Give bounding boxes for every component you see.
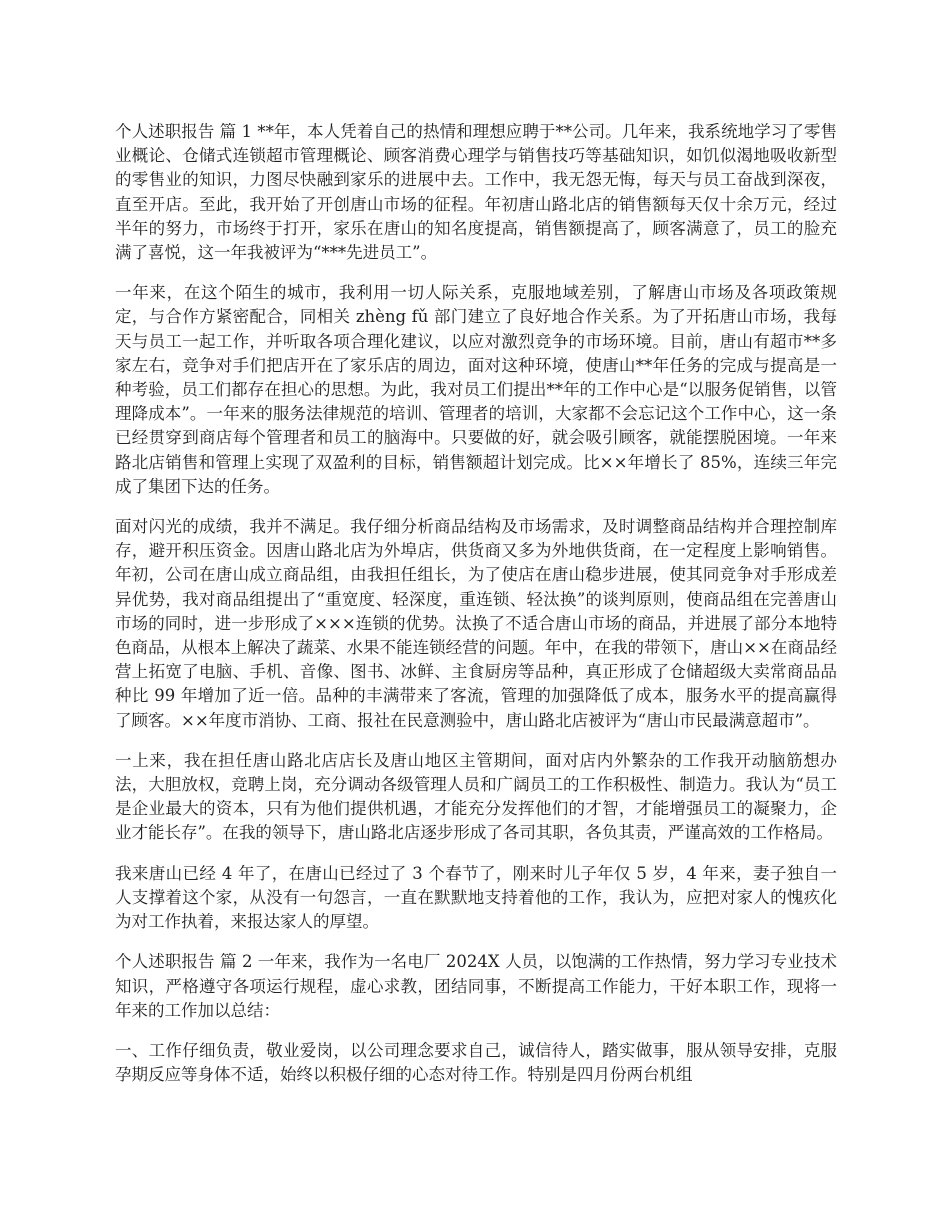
document-body	[115, 120, 837, 1103]
paragraph-management: 一上来，我在担任唐山路北店店长及唐山地区主管期间，面对店内外繁杂的工作我开动脑筋想办法，大胆放权，竞聘上岗，充分调动各级管理人员和广阔员工的工作积极性、制造力。我认为“员工是企业最大的资本，只有为他们提供机遇，才能充分发挥他们的才智，才能增强员工的凝聚力，企业才能长存”。在我的领导下，唐山路北店逐步形成了各司其职，各负其责，严谨高效的工作格局。	[115, 750, 837, 843]
paragraph-report-1-intro: 个人述职报告 篇 1 **年，本人凭着自己的热情和理想应聘于**公司。几年来，我系统地学习了零售业概论、仓储式连锁超市管理概论、顾客消费心理学与销售技巧等基础知识，如饥似渴地吸收新型的零售业的知识，力图尽快融到家乐的进展中去。工作中，我无怨无悔，每天与员工奋战到深夜，直至开店。至此，我开始了开创唐山市场的征程。年初唐山路北店的销售额每天仅十余万元，经过半年的努力，市场终于打开，家乐在唐山的知名度提高，销售额提高了，顾客满意了，员工的脸充满了喜悦，这一年我被评为“***先进员工”。	[115, 122, 837, 263]
paragraph-section-one: 一、工作仔细负责，敬业爱岗，以公司理念要求自己，诚信待人，踏实做事，服从领导安排，克服孕期反应等身体不适，始终以积极仔细的心态对待工作。特别是四月份两台机组	[115, 1040, 837, 1085]
paragraph-market-expansion: 一年来，在这个陌生的城市，我利用一切人际关系，克服地域差别，了解唐山市场及各项政策规定，与合作方紧密配合，同相关 zhèng fǔ 部门建立了良好地合作关系。为了开拓唐山市场，我每天与员工一起工作，并听取各项合理化建议，以应对激烈竞争的市场环境。目前，唐山有超市**多家左右，竞争对手们把店开在了家乐店的周边，面对这种环境，使唐山**年任务的完成与提高是一种考验，员工们都存在担心的思想。为此，我对员工们提出**年的工作中心是“以服务促销售，以管理降成本”。一年来的服务法律规范的培训、管理者的培训，大家都不会忘记这个工作中心，这一条已经贯穿到商店每个管理者和员工的脑海中。只要做的好，就会吸引顾客，就能摆脱困境。一年来路北店销售和管理上实现了双盈利的目标，销售额超计划完成。比××年增长了 85%，连续三年完成了集团下达的任务。	[115, 283, 837, 496]
paragraph-product-structure: 面对闪光的成绩，我并不满足。我仔细分析商品结构及市场需求，及时调整商品结构并合理控制库存，避开积压资金。因唐山路北店为外埠店，供货商又多为外地供货商，在一定程度上影响销售。年初，公司在唐山成立商品组，由我担任组长，为了使店在唐山稳步进展，使其同竞争对手形成差异优势，我对商品组提出了“重宽度、轻深度，重连锁、轻汰换”的谈判原则，使商品组在完善唐山市场的同时，进一步形成了×××连锁的优势。汰换了不适合唐山市场的商品，并进展了部分本地特色商品，从根本上解决了蔬菜、水果不能连锁经营的问题。年中，在我的带领下，唐山××在商品经营上拓宽了电脑、手机、音像、图书、冰鲜、主食厨房等品种，真正形成了仓储超级大卖常商品品种比 99 年增加了近一倍。品种的丰满带来了客流，管理的加强降低了成本，服务水平的提高赢得了顾客。××年度市消协、工商、报社在民意测验中，唐山路北店被评为“唐山市民最满意超市”。	[115, 517, 837, 730]
paragraph-family: 我来唐山已经 4 年了，在唐山已经过了 3 个春节了，刚来时儿子年仅 5 岁，4 年来，妻子独自一人支撑着这个家，从没有一句怨言，一直在默默地支持着他的工作，我认为，应把对家人的愧疚化为对工作执着，来报达家人的厚望。	[115, 863, 837, 932]
paragraph-report-2-intro: 个人述职报告 篇 2 一年来，我作为一名电厂 2024X 人员，以饱满的工作热情，努力学习专业技术知识，严格遵守各项运行规程，虚心求教，团结同事，不断提高工作能力，干好本职工作，现将一年来的工作加以总结：	[115, 952, 837, 1020]
